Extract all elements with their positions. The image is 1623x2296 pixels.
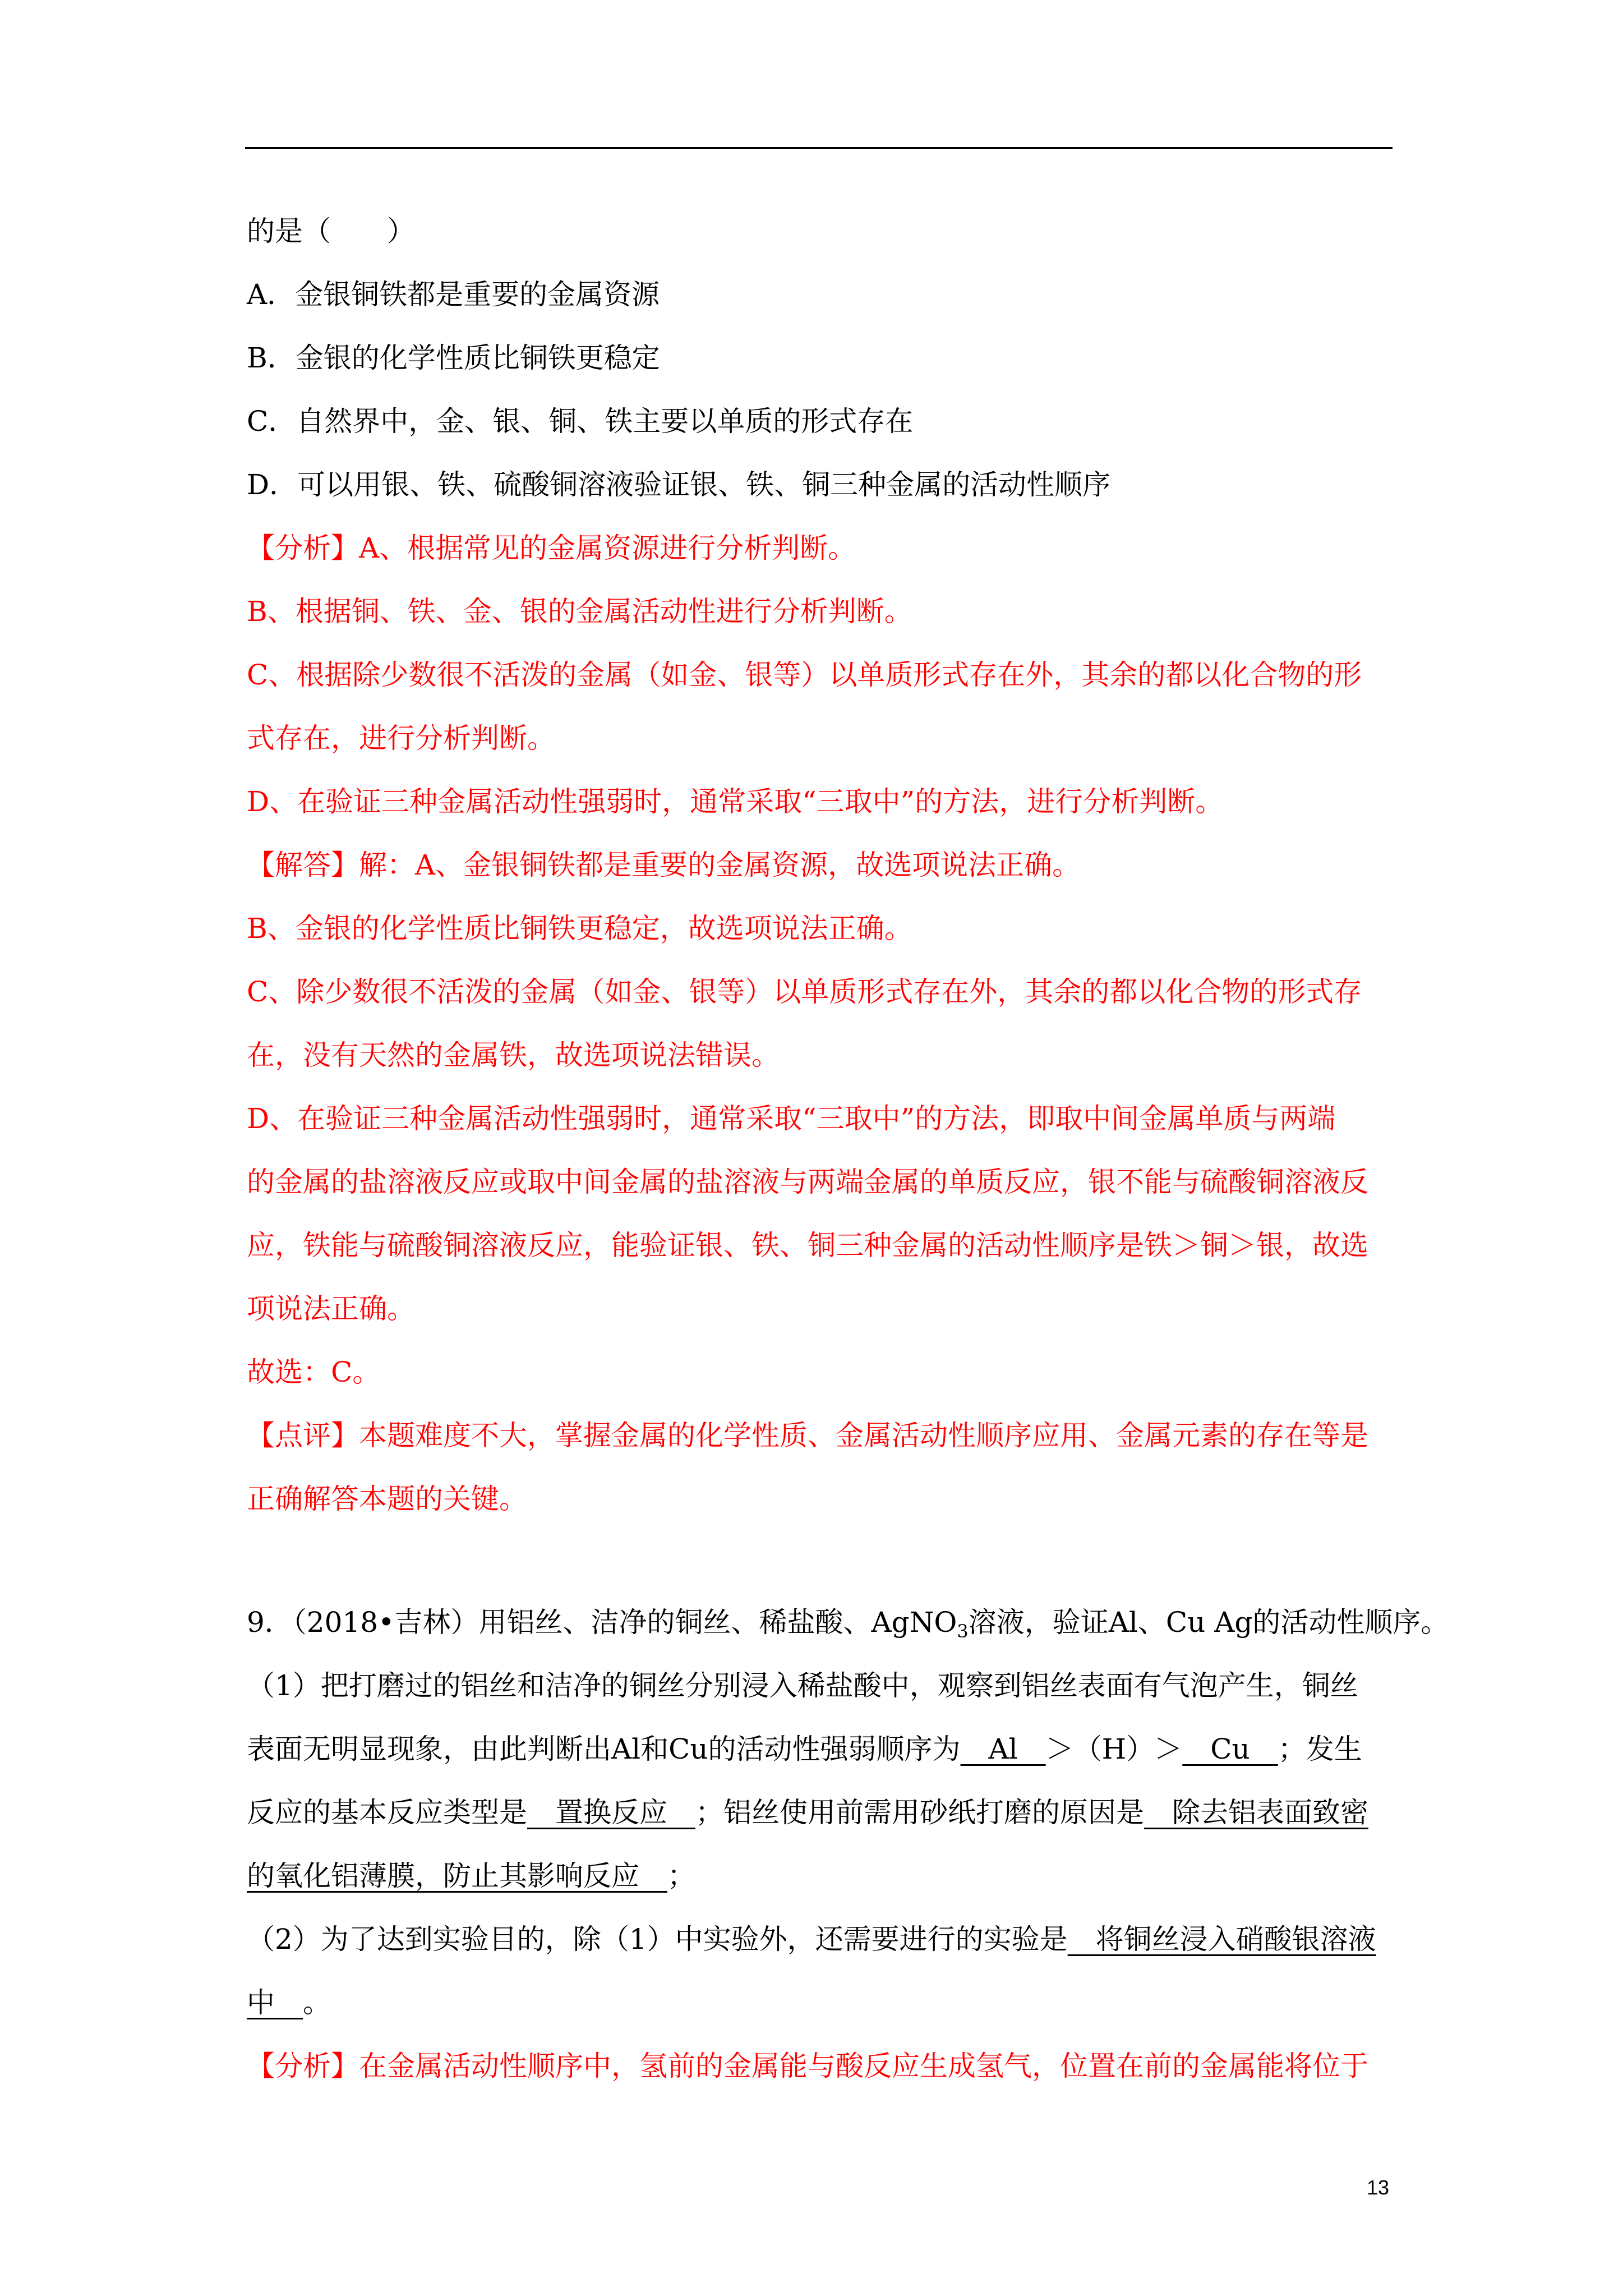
- option-a: A．金银铜铁都是重要的金属资源: [247, 278, 660, 311]
- question-stem-end: 的是（ ）: [247, 215, 415, 247]
- solution-line: C、除少数很不活泼的金属（如金、银等）以单质形式存在外，其余的都以化合物的形式存: [247, 976, 1362, 1008]
- question-9-part-2: [247, 1921, 1376, 1957]
- part-1-text: 反应的基本反应类型是: [247, 1796, 527, 1829]
- page-number: 13: [1367, 2176, 1390, 2199]
- analysis-heading-line: 【分析】在金属活动性顺序中，氢前的金属能与酸反应生成氢气，位置在前的金属能将位于: [247, 2050, 1368, 2082]
- answer-blank: 置换反应: [527, 1796, 695, 1829]
- option-b: B．金银的化学性质比铜铁更稳定: [247, 342, 660, 374]
- comment-line: 正确解答本题的关键。: [247, 1483, 527, 1515]
- part-1-text: ；: [667, 1860, 695, 1892]
- question-9-part-1: [247, 1731, 1362, 1767]
- answer-blank: 中: [247, 1986, 303, 2019]
- answer-blank: 将铜丝浸入硝酸银溶液: [1067, 1923, 1376, 1955]
- part-1-text: ；发生: [1278, 1733, 1362, 1765]
- solution-line: 的金属的盐溶液反应或取中间金属的盐溶液与两端金属的单质反应，银不能与硫酸铜溶液反: [247, 1166, 1368, 1198]
- solution-line: D、在验证三种金属活动性强弱时，通常采取“三取中”的方法，即取中间金属单质与两端: [247, 1102, 1336, 1135]
- option-c: C．自然界中，金、银、铜、铁主要以单质的形式存在: [247, 405, 914, 438]
- solution-line: 在，没有天然的金属铁，故选项说法错误。: [247, 1039, 780, 1071]
- option-d: D．可以用银、铁、硫酸铜溶液验证银、铁、铜三种金属的活动性顺序: [247, 468, 1111, 501]
- part-1-text: ；铝丝使用前需用砂纸打磨的原因是: [695, 1796, 1144, 1829]
- part-1-text: 表面无明显现象，由此判断出Al和Cu的活动性强弱顺序为: [247, 1733, 961, 1765]
- part-2-text: 。: [303, 1986, 331, 2019]
- answer-blank: 除去铝表面致密: [1144, 1796, 1368, 1829]
- analysis-line: C、根据除少数很不活泼的金属（如金、银等）以单质形式存在外，其余的都以化合物的形: [247, 659, 1362, 691]
- solution-line: 项说法正确。: [247, 1292, 415, 1325]
- answer-blank: Cu: [1182, 1733, 1278, 1765]
- analysis-heading-line: 【分析】A、根据常见的金属资源进行分析判断。: [247, 532, 856, 564]
- analysis-line: D、在验证三种金属活动性强弱时，通常采取“三取中”的方法，进行分析判断。: [247, 785, 1224, 818]
- question-9-part-2: [247, 1985, 331, 2021]
- solution-line: B、金银的化学性质比铜铁更稳定，故选项说法正确。: [247, 912, 912, 945]
- question-9-stem: [247, 1604, 1449, 1649]
- answer-blank: Al: [960, 1733, 1046, 1765]
- solution-line: 应，铁能与硫酸铜溶液反应，能验证银、铁、铜三种金属的活动性顺序是铁＞铜＞银，故选: [247, 1229, 1368, 1262]
- comment-heading-line: 【点评】本题难度不大，掌握金属的化学性质、金属活动性顺序应用、金属元素的存在等是: [247, 1419, 1368, 1452]
- answer-choice: 故选：C。: [247, 1356, 381, 1388]
- part-1-text: ＞（H）＞: [1045, 1733, 1183, 1765]
- question-9-text: 9．（2018•吉林）用铝丝、洁净的铜丝、稀盐酸、AgNO: [247, 1606, 957, 1639]
- question-9-part-1: [247, 1795, 1368, 1830]
- header-rule: [245, 147, 1393, 149]
- solution-heading-line: 【解答】解：A、金银铜铁都是重要的金属资源，故选项说法正确。: [247, 849, 1081, 881]
- part-2-text: （2）为了达到实验目的，除（1）中实验外，还需要进行的实验是: [247, 1923, 1068, 1955]
- subscript: 3: [957, 1621, 969, 1642]
- answer-blank: 的氧化铝薄膜，防止其影响反应: [247, 1860, 667, 1892]
- question-9-part-1: （1）把打磨过的铝丝和洁净的铜丝分别浸入稀盐酸中，观察到铝丝表面有气泡产生，铜丝: [247, 1669, 1358, 1702]
- analysis-line: 式存在，进行分析判断。: [247, 722, 555, 754]
- question-9-part-1: [247, 1858, 695, 1894]
- analysis-line: B、根据铜、铁、金、银的金属活动性进行分析判断。: [247, 595, 912, 628]
- question-9-text: 溶液，验证Al、Cu Ag的活动性顺序。: [968, 1606, 1449, 1639]
